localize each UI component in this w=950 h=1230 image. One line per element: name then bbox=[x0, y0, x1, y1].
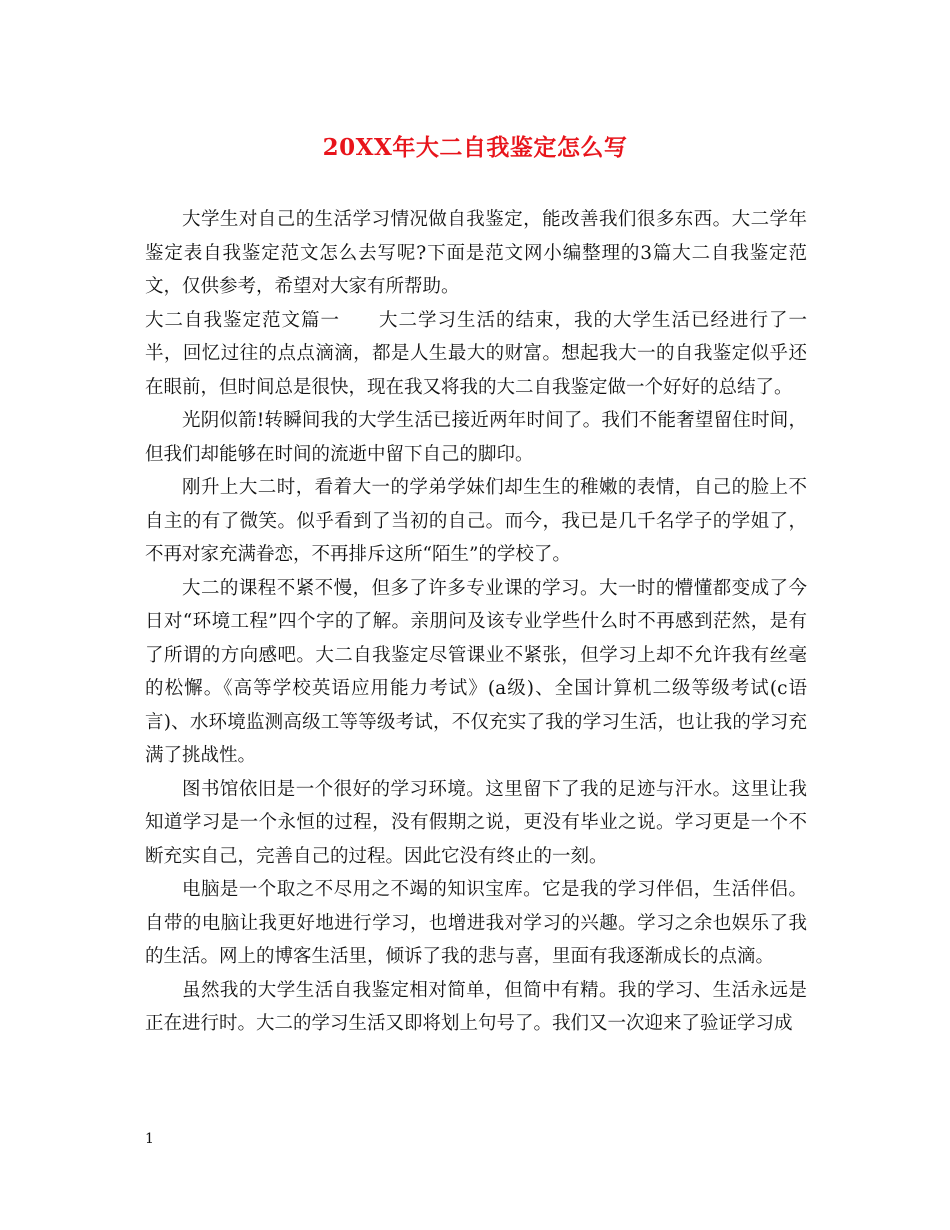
paragraph-summary: 虽然我的大学生活自我鉴定相对简单，但简中有精。我的学习、生活永远是正在进行时。大二的学习生活又即将划上句号了。我们又一次迎来了验证学习成 bbox=[145, 979, 807, 1034]
paragraph-time: 光阴似箭!转瞬间我的大学生活已接近两年时间了。我们不能奢望留住时间，但我们却能够在时间的流逝中留下自己的脚印。 bbox=[145, 410, 807, 465]
paragraph-sophomore-start: 刚升上大二时，看着大一的学弟学妹们却生生的稚嫩的表情，自己的脸上不自主的有了微笑。似乎看到了当初的自己。而今，我已是几千名学子的学姐了，不再对家充满眷恋，不再排斥这所“陌生”的学校了。 bbox=[145, 477, 807, 565]
document-title: 20XX年大二自我鉴定怎么写 bbox=[322, 134, 628, 161]
paragraph-courses: 大二的课程不紧不慢，但多了许多专业课的学习。大一时的懵懂都变成了今日对“环境工程”四个字的了解。亲朋问及该专业学些什么时不再感到茫然，是有了所谓的方向感吧。大二自我鉴定尽管课业不紧张，但学习上却不允许我有丝毫的松懈。《高等学校英语应用能力考试》(a级)、全国计算机二级等级考试(c语言)、水环境监测高级工等等级考试，不仅充实了我的学习生活，也让我的学习充满了挑战性。 bbox=[145, 577, 807, 766]
paragraph-computer: 电脑是一个取之不尽用之不竭的知识宝库。它是我的学习伴侣，生活伴侣。自带的电脑让我更好地进行学习，也增进我对学习的兴趣。学习之余也娱乐了我的生活。网上的博客生活里，倾诉了我的悲与喜，里面有我逐渐成长的点滴。 bbox=[145, 879, 807, 967]
paragraph-library: 图书馆依旧是一个很好的学习环境。这里留下了我的足迹与汗水。这里让我知道学习是一个永恒的过程，没有假期之说，更没有毕业之说。学习更是一个不断充实自己，完善自己的过程。因此它没有终止的一刻。 bbox=[145, 778, 807, 867]
paragraph-intro: 大学生对自己的生活学习情况做自我鉴定，能改善我们很多东西。大二学年鉴定表自我鉴定范文怎么去写呢?下面是范文网小编整理的3篇大二自我鉴定范文，仅供参考，希望对大家有所帮助。 bbox=[145, 209, 807, 297]
document-body bbox=[145, 203, 807, 1041]
paragraph-sample-one-start: 大二自我鉴定范文篇一 大二学习生活的结束，我的大学生活已经进行了一半，回忆过往的点点滴滴，都是人生最大的财富。想起我大一的自我鉴定似乎还在眼前，但时间总是很快，现在我又将我的大二自我鉴定做一个好好的总结了。 bbox=[145, 309, 807, 398]
page-number: 1 bbox=[145, 1131, 154, 1147]
